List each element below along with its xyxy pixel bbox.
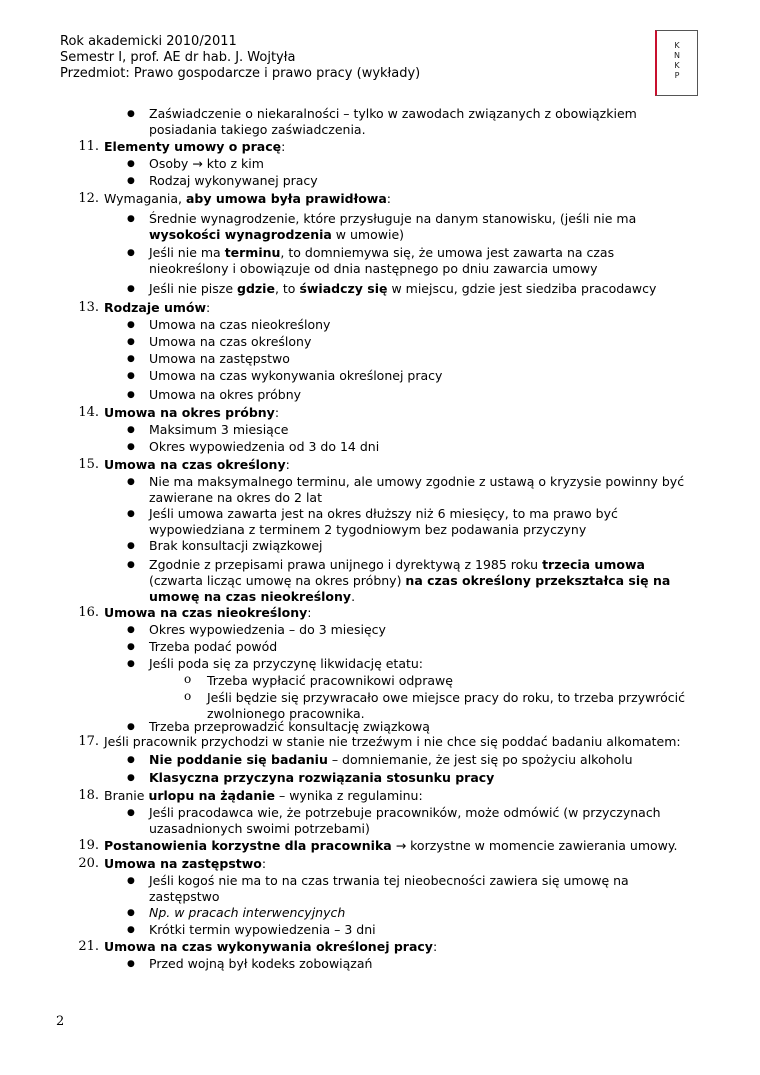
- heading-colon: :: [206, 300, 211, 315]
- page-number: 2: [56, 1014, 65, 1029]
- document-header: [60, 34, 420, 82]
- bullet-icon: ●: [127, 509, 135, 519]
- section-heading-20: [104, 856, 266, 872]
- bullet-icon: ●: [127, 109, 135, 119]
- item-number: 19.: [78, 838, 99, 853]
- logo-letter: K: [674, 41, 680, 50]
- text: Jeśli nie pisze: [149, 281, 238, 296]
- item-number: 13.: [78, 300, 99, 315]
- list-item: Przed wojną był kodeks zobowiązań: [149, 956, 373, 971]
- item-number: 20.: [78, 856, 99, 871]
- list-item: [149, 770, 494, 786]
- bullet-icon: ●: [127, 722, 135, 732]
- heading-text: Wymagania,: [104, 191, 186, 206]
- list-item: Rodzaj wykonywanej pracy: [149, 173, 318, 188]
- circle-bullet-icon: o: [184, 672, 192, 686]
- list-item: Okres wypowiedzenia – do 3 miesięcy: [149, 622, 386, 637]
- list-item: Jeśli kogoś nie ma to na czas trwania tej nieobecności zawiera się umowę na: [149, 873, 629, 888]
- section-heading-15: [104, 457, 290, 473]
- bullet-icon: ●: [127, 248, 135, 258]
- bullet-icon: ●: [127, 176, 135, 186]
- bullet-icon: ●: [127, 541, 135, 551]
- bullet-icon: ●: [127, 425, 135, 435]
- section-heading-19: [104, 838, 678, 854]
- section-heading-16: [104, 605, 311, 621]
- bullet-icon: ●: [127, 371, 135, 381]
- bullet-icon: ●: [127, 214, 135, 224]
- bullet-icon: ●: [127, 773, 135, 783]
- bullet-icon: ●: [127, 284, 135, 294]
- list-item: Trzeba podać powód: [149, 639, 278, 654]
- heading-text: → korzystne w momencie zawierania umowy.: [391, 838, 678, 853]
- bold-text: gdzie: [237, 281, 275, 296]
- list-item: Np. w pracach interwencyjnych: [149, 905, 346, 920]
- list-item: [149, 281, 656, 297]
- list-item-continuation: wypowiedziana z terminem 2 tygodniowym bez podawania przyczyny: [149, 522, 587, 537]
- heading-colon: :: [432, 939, 438, 954]
- heading-text: – wynika z regulaminu:: [275, 788, 423, 803]
- list-item: Średnie wynagrodzenie, które przysługuje na danym stanowisku, (jeśli nie ma: [149, 211, 637, 226]
- text: .: [351, 589, 356, 604]
- heading-text: Branie: [104, 788, 149, 803]
- heading-bold: Elementy umowy o pracę: [104, 139, 282, 154]
- heading-colon: :: [274, 405, 280, 420]
- list-item: Brak konsultacji związkowej: [149, 538, 323, 553]
- heading-bold: Umowa na czas nieokreślony: [104, 605, 308, 620]
- list-item: [149, 752, 633, 768]
- list-item-continuation: nieokreślony i obowiązuje od dnia następnego po dniu zawarcia umowy: [149, 261, 598, 276]
- list-item-continuation: [149, 227, 404, 243]
- logo-letter: P: [674, 71, 680, 80]
- sub-list-item: Jeśli będzie się przywracało owe miejsce pracy do roku, to trzeba przywrócić: [207, 690, 686, 705]
- list-item: Jeśli poda się za przyczynę likwidację etatu:: [149, 656, 424, 671]
- heading-bold: Rodzaje umów: [104, 300, 207, 315]
- list-item: Maksimum 3 miesiące: [149, 422, 289, 437]
- bullet-icon: ●: [127, 755, 135, 765]
- sub-list-item: Trzeba wypłacić pracownikowi odprawę: [207, 673, 453, 688]
- list-item: Trzeba przeprowadzić konsultację związkową: [149, 719, 430, 734]
- item-number: 16.: [78, 605, 99, 620]
- item-number: 11.: [78, 139, 99, 154]
- list-item: Nie ma maksymalnego terminu, ale umowy zgodnie z ustawą o kryzysie powinny być: [149, 474, 685, 489]
- heading-bold: Umowa na zastępstwo: [104, 856, 262, 871]
- list-item: Krótki termin wypowiedzenia – 3 dni: [149, 922, 376, 937]
- item-number: 12.: [78, 191, 99, 206]
- list-item-continuation: zawierane na okres do 2 lat: [149, 490, 322, 505]
- bullet-icon: ●: [127, 908, 135, 918]
- section-heading-18: [104, 788, 423, 804]
- bullet-icon: ●: [127, 642, 135, 652]
- heading-bold: Umowa na czas określony: [104, 457, 286, 472]
- bold-text: świadczy się: [299, 281, 388, 296]
- text: w miejscu, gdzie jest siedziba pracodawcy: [387, 281, 657, 296]
- header-subject: Przedmiot: Prawo gospodarcze i prawo pracy (wykłady): [60, 66, 421, 81]
- text: Zgodnie z przepisami prawa unijnego i dyrektywą z 1985 roku: [149, 557, 543, 572]
- list-item: Zaświadczenie o niekaralności – tylko w zawodach związanych z obowiązkiem: [149, 106, 637, 121]
- list-item-continuation: [149, 589, 355, 605]
- logo-letter: N: [674, 51, 680, 60]
- list-item-continuation: zastępstwo: [149, 889, 220, 904]
- list-item: [149, 557, 645, 573]
- text: – domniemanie, że jest się po spożyciu alkoholu: [327, 752, 633, 767]
- heading-colon: :: [307, 605, 312, 620]
- list-item-continuation: uzasadnionych swoimi potrzebami): [149, 821, 370, 836]
- item-number: 14.: [78, 405, 99, 420]
- circle-bullet-icon: o: [184, 689, 192, 703]
- text: , to: [274, 281, 300, 296]
- section-heading-17: Jeśli pracownik przychodzi w stanie nie trzeźwym i nie chce się poddać badaniu alkomatem:: [104, 734, 681, 749]
- heading-colon: :: [261, 856, 267, 871]
- bold-text: wysokości wynagrodzenia: [149, 227, 332, 242]
- list-item: Okres wypowiedzenia od 3 do 14 dni: [149, 439, 380, 454]
- bullet-icon: ●: [127, 442, 135, 452]
- item-number: 18.: [78, 788, 99, 803]
- bullet-icon: ●: [127, 560, 135, 570]
- bullet-icon: ●: [127, 659, 135, 669]
- bold-text: trzecia umowa: [542, 557, 645, 572]
- knkp-logo: [655, 30, 698, 96]
- bold-text: terminu: [224, 245, 281, 260]
- list-item-continuation: posiadania takiego zaświadczenia.: [149, 122, 366, 137]
- bullet-icon: ●: [127, 625, 135, 635]
- heading-bold: Umowa na okres próbny: [104, 405, 275, 420]
- bullet-icon: ●: [127, 337, 135, 347]
- list-item-continuation: [149, 573, 670, 589]
- logo-letter: K: [674, 61, 680, 70]
- section-heading-11: [104, 139, 285, 155]
- list-item: Umowa na okres próbny: [149, 387, 302, 402]
- list-item: Osoby → kto z kim: [149, 156, 264, 171]
- bullet-icon: ●: [127, 390, 135, 400]
- bullet-icon: ●: [127, 320, 135, 330]
- section-heading-14: [104, 405, 279, 421]
- bullet-icon: ●: [127, 876, 135, 886]
- bullet-icon: ●: [127, 477, 135, 487]
- heading-bold: urlopu na żądanie: [148, 788, 276, 803]
- list-item: Umowa na czas określony: [149, 334, 312, 349]
- section-heading-21: [104, 939, 437, 955]
- heading-bold: Umowa na czas wykonywania określonej pracy: [104, 939, 433, 954]
- item-number: 17.: [78, 734, 99, 749]
- heading-colon: :: [281, 139, 286, 154]
- bullet-icon: ●: [127, 354, 135, 364]
- text: (czwarta licząc umowę na okres próbny): [149, 573, 406, 588]
- bold-text: na czas określony przekształca się na: [405, 573, 671, 588]
- bullet-icon: ●: [127, 808, 135, 818]
- bullet-icon: ●: [127, 159, 135, 169]
- heading-colon: :: [285, 457, 290, 472]
- heading-bold: Postanowienia korzystne dla pracownika: [104, 838, 392, 853]
- item-number: 15.: [78, 457, 99, 472]
- list-item: Umowa na zastępstwo: [149, 351, 290, 366]
- text: w umowie): [331, 227, 405, 242]
- item-number: 21.: [78, 939, 99, 954]
- header-academic-year: Rok akademicki 2010/2011: [60, 34, 237, 49]
- header-semester: Semestr I, prof. AE dr hab. J. Wojtyła: [60, 50, 296, 65]
- list-item: [149, 245, 614, 261]
- section-heading-12: [104, 191, 391, 207]
- list-item: Jeśli umowa zawarta jest na okres dłuższy niż 6 miesięcy, to ma prawo być: [149, 506, 618, 521]
- list-item: Umowa na czas nieokreślony: [149, 317, 331, 332]
- list-item: Jeśli pracodawca wie, że potrzebuje pracowników, może odmówić (w przyczynach: [149, 805, 661, 820]
- bold-text: Klasyczna przyczyna rozwiązania stosunku pracy: [149, 770, 495, 785]
- section-heading-13: [104, 300, 210, 316]
- bullet-icon: ●: [127, 959, 135, 969]
- text: Jeśli nie ma: [149, 245, 225, 260]
- bullet-icon: ●: [127, 925, 135, 935]
- heading-colon: :: [386, 191, 391, 206]
- sub-list-item-continuation: zwolnionego pracownika.: [207, 706, 365, 721]
- text: , to domniemywa się, że umowa jest zawarta na czas: [280, 245, 615, 260]
- list-item: Umowa na czas wykonywania określonej pracy: [149, 368, 443, 383]
- heading-bold: aby umowa była prawidłowa: [185, 191, 387, 206]
- bold-text: Nie poddanie się badaniu: [149, 752, 328, 767]
- bold-text: umowę na czas nieokreślony: [149, 589, 352, 604]
